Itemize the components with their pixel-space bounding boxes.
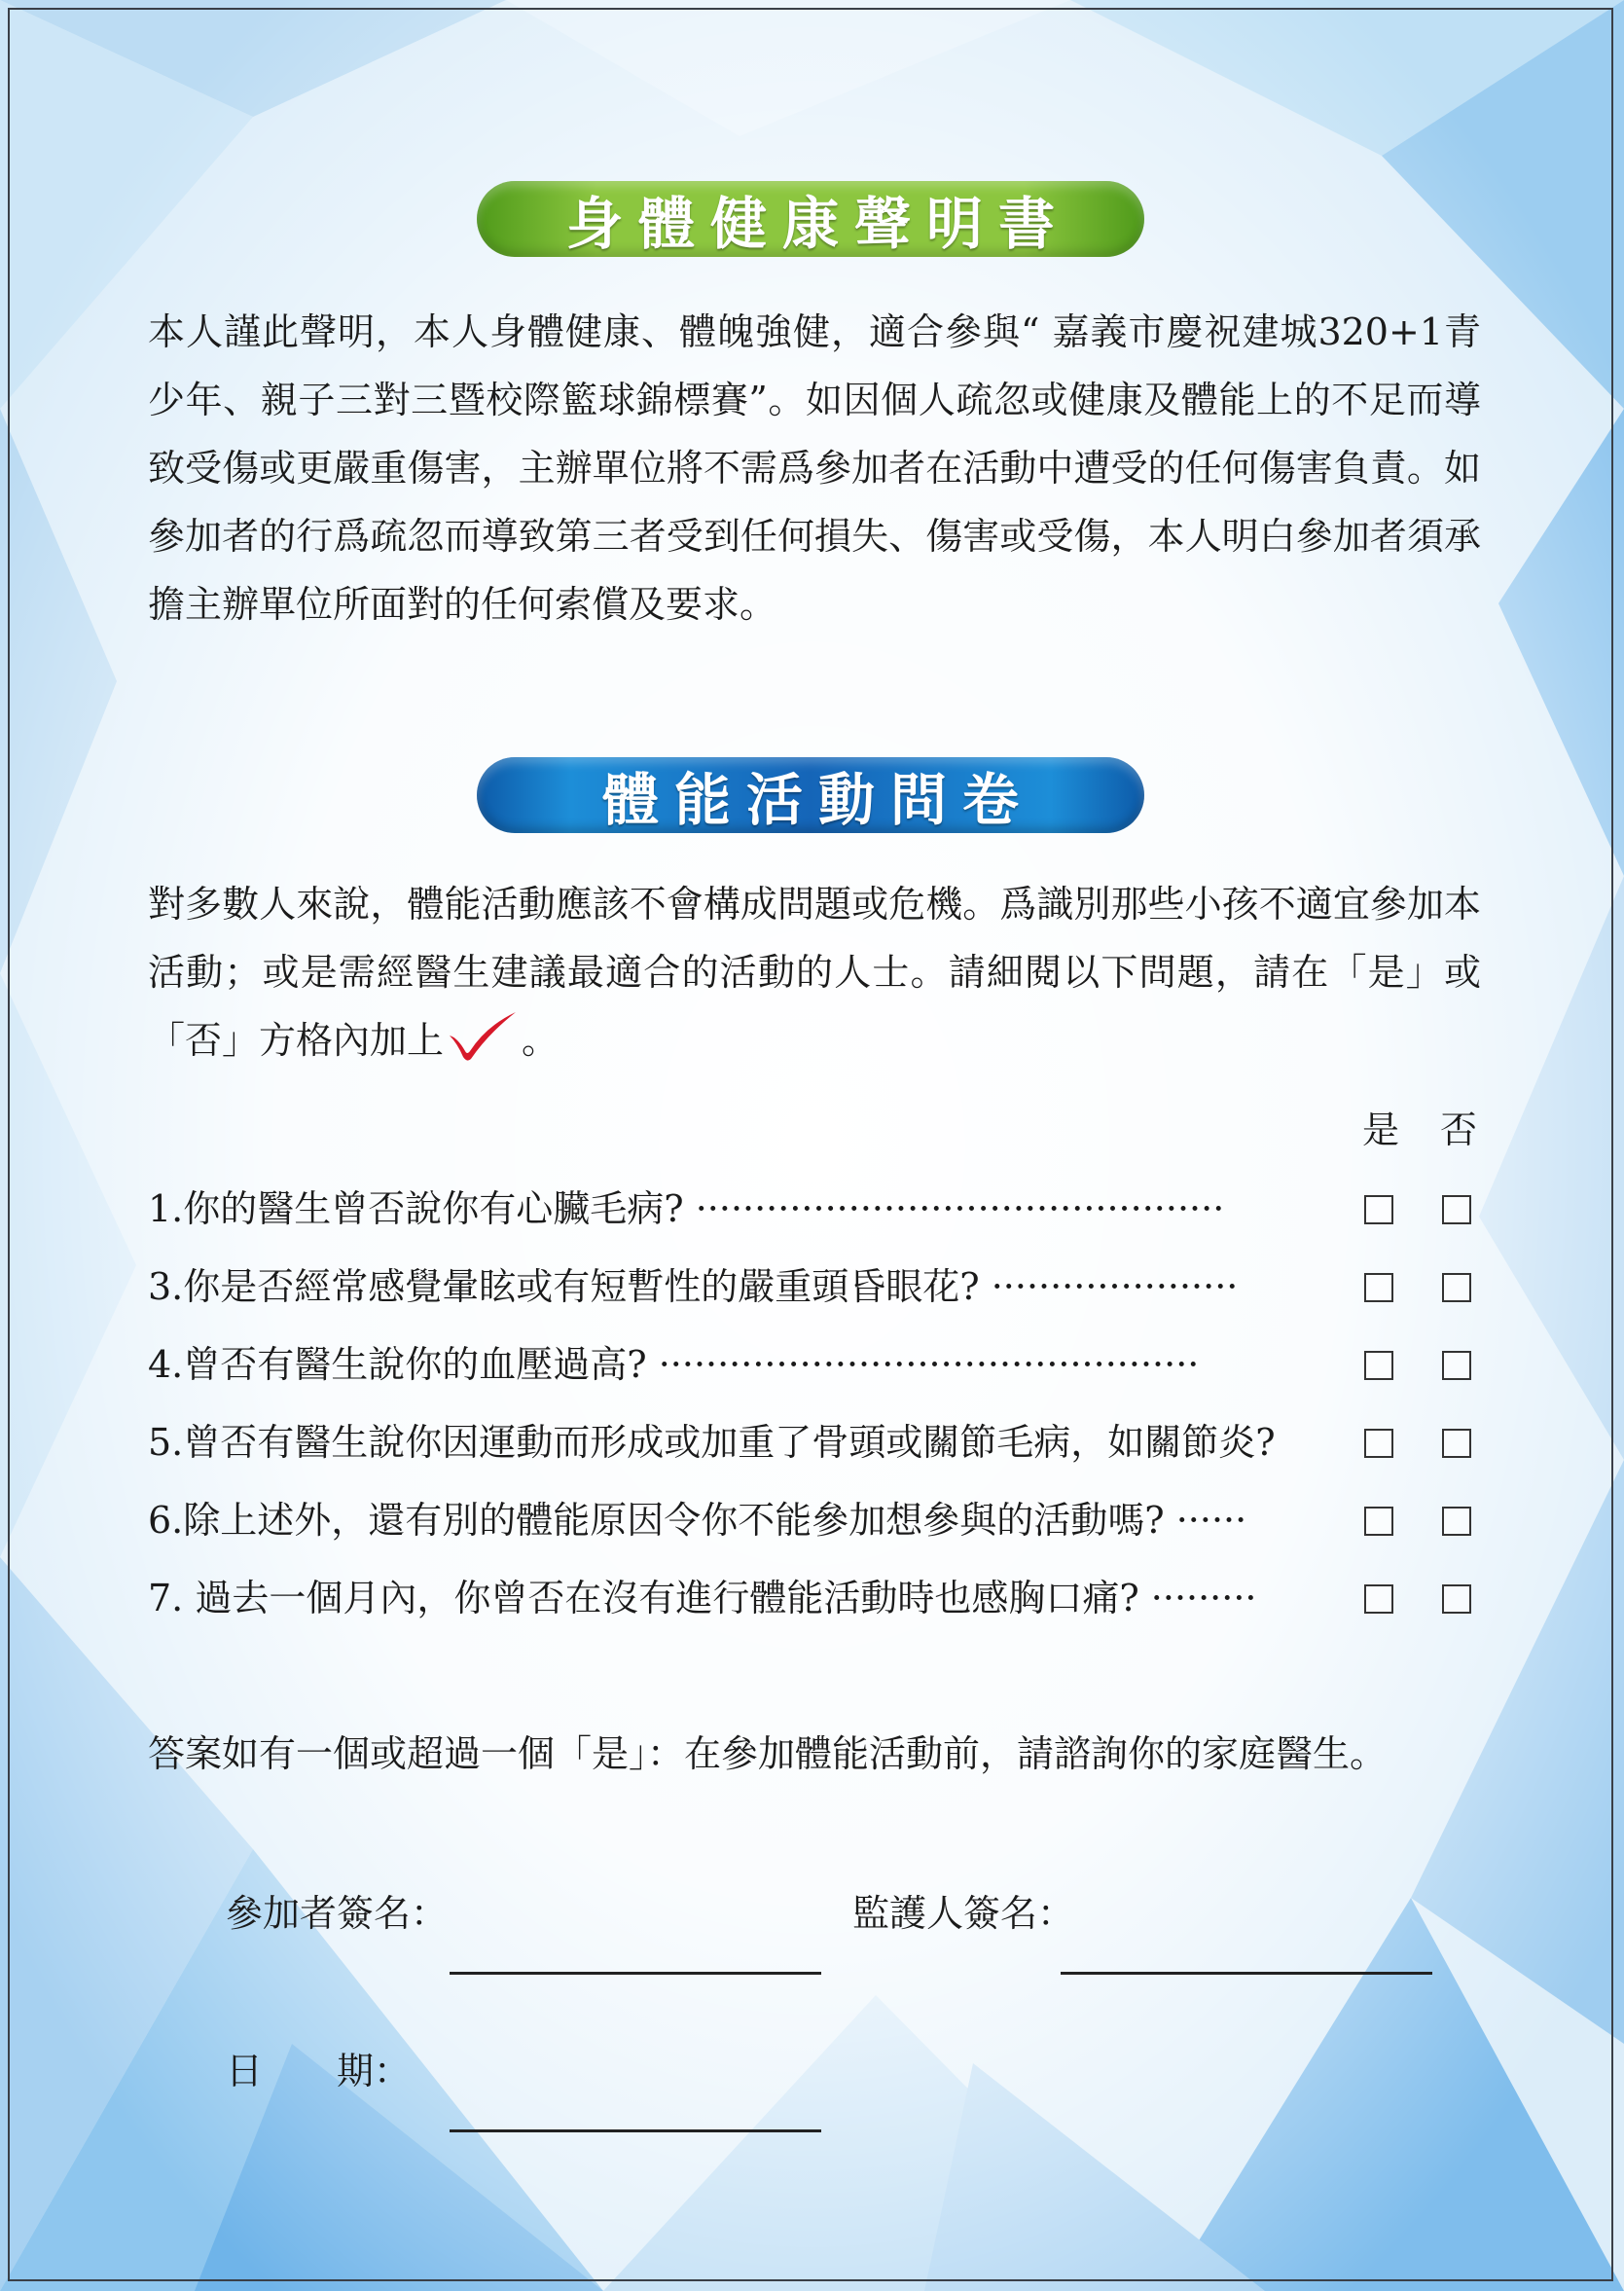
guardian-signature-line[interactable]	[1061, 1972, 1432, 1975]
no-checkbox[interactable]	[1442, 1429, 1471, 1458]
question-row	[148, 1337, 1481, 1392]
no-checkbox[interactable]	[1442, 1507, 1471, 1536]
question-text: 1.你的醫生曾否說你有心臟毛病? ·············································	[148, 1187, 1225, 1230]
questionnaire-intro-end: 。	[522, 1019, 559, 1062]
yes-checkbox[interactable]	[1364, 1429, 1393, 1458]
check-mark-icon	[444, 1008, 522, 1063]
question-text: 4.曾否有醫生說你的血壓過高? ··············································	[148, 1343, 1200, 1386]
questionnaire-title: 體能活動問卷	[601, 767, 1034, 833]
declaration-title-banner	[477, 181, 1144, 257]
participant-signature-label: 參加者簽名：	[226, 1892, 449, 1935]
date-label: 日 期：	[226, 2050, 412, 2092]
questionnaire-intro-text: 對多數人來說，體能活動應該不會構成問題或危機。爲識別那些小孩不適宜參加本活動；或是需經醫生建議最適合的活動的人士。請細閱以下問題，請在「是」或「否」方格內加上	[148, 883, 1481, 1062]
participant-signature-line[interactable]	[450, 1972, 821, 1975]
declaration-title: 身體健康聲明書	[565, 191, 1070, 257]
no-checkbox[interactable]	[1442, 1351, 1471, 1380]
yes-checkbox[interactable]	[1364, 1507, 1393, 1536]
date-line[interactable]	[450, 2129, 821, 2132]
question-text: 5.曾否有醫生說你因運動而形成或加重了骨頭或關節毛病，如關節炎?	[148, 1421, 1276, 1464]
yes-column-header: 是	[1362, 1109, 1400, 1151]
no-column-header: 否	[1440, 1109, 1478, 1151]
question-text: 7. 過去一個月內，你曾否在沒有進行體能活動時也感胸口痛? ·········	[148, 1577, 1257, 1619]
advice-note: 答案如有一個或超過一個「是」：在參加體能活動前，請諮詢你的家庭醫生。	[148, 1732, 1388, 1775]
question-row	[148, 1571, 1481, 1625]
yes-checkbox[interactable]	[1364, 1273, 1393, 1302]
question-row	[148, 1415, 1481, 1470]
no-checkbox[interactable]	[1442, 1273, 1471, 1302]
no-checkbox[interactable]	[1442, 1195, 1471, 1224]
declaration-body: 本人謹此聲明，本人身體健康、體魄強健，適合參與“ 嘉義市慶祝建城320+1青少年、親子三對三暨校際籃球錦標賽”。如因個人疏忽或健康及體能上的不足而導致受傷或更嚴重傷害，主辦單位將不需爲參加者在活動中遭受的任何傷害負責。如參加者的行爲疏忽而導致第三者受到任何損失、傷害或受傷，本人明白參加者須承擔主辦單位所面對的任何索償及要求。	[148, 310, 1481, 626]
question-row	[148, 1182, 1481, 1236]
yes-checkbox[interactable]	[1364, 1584, 1393, 1614]
questionnaire-title-banner	[477, 757, 1144, 833]
question-row	[148, 1493, 1481, 1547]
questionnaire-intro	[148, 870, 1481, 1074]
question-text: 6.除上述外，還有別的體能原因令你不能參加想參與的活動嗎? ······	[148, 1499, 1247, 1542]
guardian-signature-label: 監護人簽名：	[852, 1892, 1075, 1935]
yes-checkbox[interactable]	[1364, 1195, 1393, 1224]
question-row	[148, 1259, 1481, 1314]
question-text: 3.你是否經常感覺暈眩或有短暫性的嚴重頭昏眼花? ·····················	[148, 1265, 1239, 1308]
yes-checkbox[interactable]	[1364, 1351, 1393, 1380]
no-checkbox[interactable]	[1442, 1584, 1471, 1614]
